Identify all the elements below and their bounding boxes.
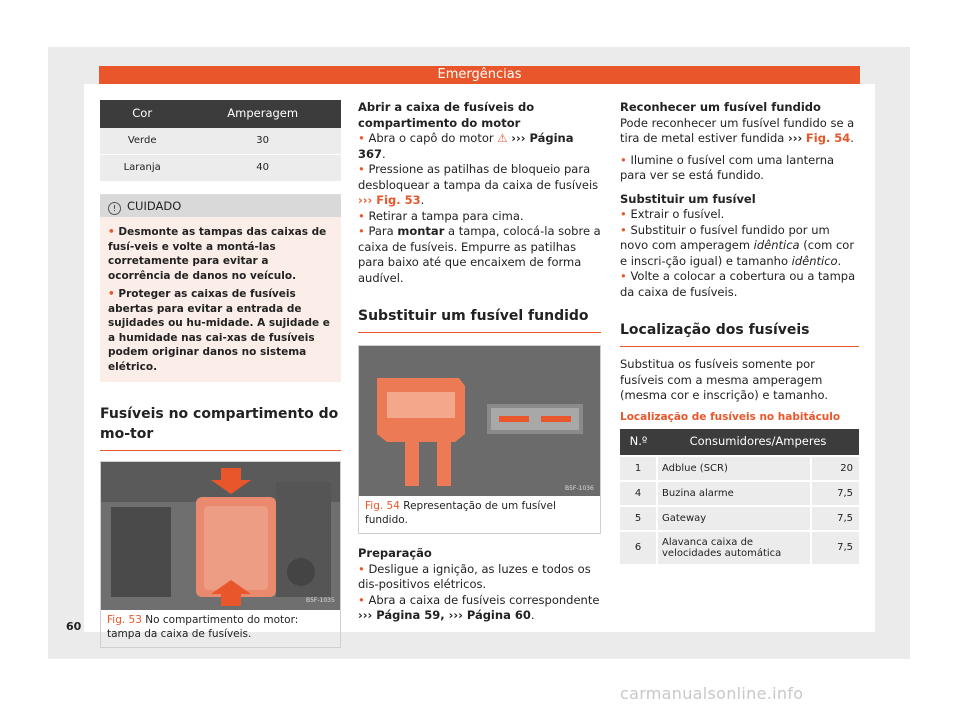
column-2	[358, 100, 601, 624]
prep-title: Preparação	[358, 546, 432, 560]
table-header-number: N.º	[620, 429, 657, 456]
caution-item: • Proteger as caixas de fusíveis abertas para evitar a entrada de sujidades ou hu-midade. A sujidade e a humidade nas cai-xas de fusíveis podem originar danos no sistema elétrico.	[108, 288, 330, 373]
replace-title: Substituir um fusível	[620, 191, 756, 206]
page-link[interactable]: ››› Página 367	[358, 131, 574, 161]
list-item: • Ilumine o fusível com uma lanterna para ver se está fundido.	[620, 152, 835, 182]
caution-box	[100, 194, 341, 382]
list-item: • Substituir o fusível fundido por um novo com amperagem idêntica (com cor e inscri-ção igual) e tamanho idêntico.	[620, 222, 855, 268]
fig54-code: B5F-1036	[565, 485, 594, 492]
section-title-engine: Fusíveis no compartimento do mo-tor	[100, 404, 341, 451]
figure-54	[358, 345, 601, 534]
chapter-header: Emergências	[99, 66, 860, 84]
fig-link[interactable]: ››› Fig. 53	[358, 193, 421, 207]
table-cell: Laranja	[100, 155, 184, 182]
column-3	[620, 100, 859, 564]
engine-fusebox-image	[101, 462, 340, 610]
list-item: • Para montar a tampa, colocá-la sobre a caixa de fusíveis. Empurre as patilhas para baixo até que encaixem de forma audível.	[358, 224, 601, 285]
location-subtitle: Localização de fusíveis no habitáculo	[620, 410, 841, 423]
fig53-code: B5F-1035	[306, 597, 335, 604]
fig53-caption: Fig. 53 No compartimento do motor: tampa da caixa de fusíveis.	[107, 614, 299, 640]
table-header-amperagem: Amperagem	[184, 100, 341, 128]
info-circle-icon: !	[108, 202, 121, 215]
list-item: • Desligue a ignição, as luzes e todos os dis-positivos elétricos.	[358, 561, 591, 591]
table-cell: 40	[184, 155, 341, 182]
section-title-location: Localização dos fusíveis	[620, 320, 859, 347]
table-row: 1 Adblue (SCR) 20	[620, 456, 859, 481]
caution-title: CUIDADO	[127, 199, 182, 213]
table-cell: Verde	[100, 128, 184, 155]
column-1	[100, 100, 341, 648]
recognize-text: Pode reconhecer um fusível fundido se a tira de metal estiver fundida ››› Fig. 54.	[620, 115, 855, 145]
list-item: • Abra a caixa de fusíveis correspondente ››› Página 59, ››› Página 60.	[358, 592, 600, 622]
location-text: Substitua os fusíveis somente por fusíveis com a mesma amperagem (mesma cor e inscrição) e tamanho.	[620, 357, 829, 402]
table-row: 6 Alavanca caixa de velocidades automática 7,5	[620, 531, 859, 564]
table-row	[100, 155, 341, 182]
fig-link[interactable]: Fig. 54	[805, 131, 851, 145]
table-cell: 30	[184, 128, 341, 155]
page-link[interactable]: ››› Página 59, ››› Página 60	[358, 608, 531, 622]
section-title-replace: Substituir um fusível fundido	[358, 306, 601, 333]
list-item: • Abra o capô do motor ⚠ ››› Página 367.	[358, 131, 574, 161]
table-row	[100, 128, 341, 155]
caution-item: • Desmonte as tampas das caixas de fusí-veis e volte a montá-las corretamente para evitar a ocorrência de danos no veículo.	[108, 226, 327, 282]
blown-fuse-image	[359, 346, 600, 496]
watermark: carmanualsonline.info	[620, 684, 804, 703]
page-number: 60	[66, 620, 82, 633]
color-amperage-table	[100, 100, 341, 182]
caution-body	[100, 217, 341, 382]
caution-header	[100, 195, 341, 217]
table-header-cor: Cor	[100, 100, 184, 128]
fuse-table	[620, 429, 859, 564]
table-row: 4 Buzina alarme 7,5	[620, 481, 859, 506]
list-item: • Retirar a tampa para cima.	[358, 208, 524, 223]
open-box-title: Abrir a caixa de fusíveis do compartimento do motor	[358, 100, 535, 130]
list-item: • Extrair o fusível.	[620, 207, 725, 221]
figure-53	[100, 461, 341, 648]
table-row: 5 Gateway 7,5	[620, 506, 859, 531]
recognize-title: Reconhecer um fusível fundido	[620, 100, 821, 114]
table-header-consumers: Consumidores/Amperes	[657, 429, 859, 456]
list-item: • Volte a colocar a cobertura ou a tampa da caixa de fusíveis.	[620, 269, 856, 299]
warning-triangle-icon: ⚠	[497, 131, 508, 145]
fig54-caption: Fig. 54 Representação de um fusível fundido.	[365, 500, 556, 526]
list-item: • Pressione as patilhas de bloqueio para desbloquear a tampa da caixa de fusíveis ››› Fig. 53.	[358, 162, 599, 207]
